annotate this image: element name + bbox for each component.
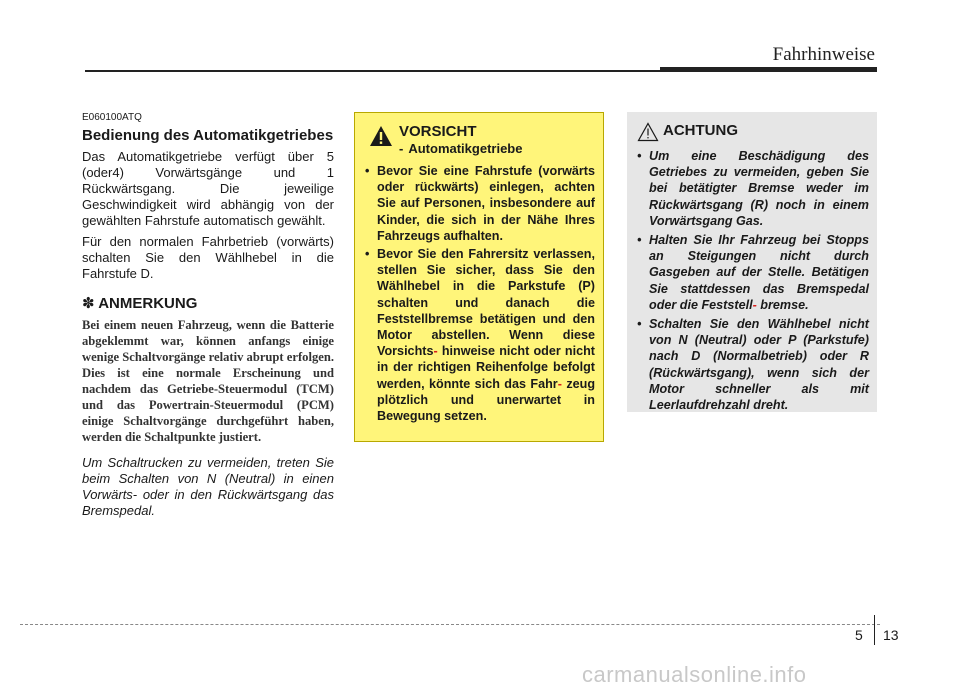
- attention-list: [637, 148, 869, 413]
- caution-item2-part3: zeug plötzlich und unerwartet in Bewegung setzen.: [377, 376, 596, 424]
- note-text: Bei einem neuen Fahrzeug, wenn die Batterie abgeklemmt war, können anfangs einige wenige Schaltvorgänge relativ abrupt erfolgen. Dies ist eine normale Erscheinung und nachdem das Getriebe-Steuermodul (TCM) und das Powertrain-Steuermodul (PCM) einige Schaltvorgänge durchgeführt haben, werden die Schaltpunkte justiert.: [82, 318, 334, 444]
- header-rule-thin: [85, 70, 660, 72]
- attention-title: ACHTUNG: [663, 122, 738, 139]
- page-header-title: Fahrhinweise: [772, 44, 875, 65]
- attention-box: [627, 112, 877, 412]
- caution-subtitle-row: [399, 141, 522, 157]
- list-item: • Schalten Sie den Wählhebel nicht von N (Neutral) oder P (Parkstufe) nach D (Normalbetrieb) oder R (Rückwärtsgang), wenn sich der Motor schneller als mit Leerlaufdrehzahl dreht.: [637, 316, 869, 413]
- caution-box: [354, 112, 604, 442]
- watermark: carmanualsonline.info: [582, 662, 807, 687]
- left-column: [82, 112, 334, 519]
- list-item: [365, 246, 595, 424]
- note-heading: [82, 294, 334, 312]
- hyphen-mark: -: [752, 297, 757, 312]
- note-star-icon: ✽: [82, 295, 95, 312]
- body-paragraph-2: Für den normalen Fahrbetrieb (vorwärts) schalten Sie den Wählhebel in die Fahrstufe D.: [82, 234, 334, 281]
- list-item: [637, 232, 869, 313]
- list-item: • Um eine Beschädigung des Getriebes zu vermeiden, geben Sie bei betätigter Bremse weder im Rückwärtsgang (R) noch in einem Vorwärtsgang Gas.: [637, 148, 869, 229]
- attention-item2-part1: Halten Sie Ihr Fahrzeug bei Stopps an Steigungen nicht durch Gasgeben auf der Stelle. Betätigen Sie stattdessen das Bremspedal oder die Feststell: [649, 233, 869, 312]
- body-paragraph-1: Das Automatikgetriebe verfügt über 5 (oder4) Vorwärtsgänge und 1 Rückwärtsgang. Die jeweilige Geschwindigkeit wird abhängig von der gewählten Fahrstufe automatisch gewählt.: [82, 149, 334, 228]
- caution-heading: [399, 123, 522, 157]
- chapter-number: 5: [855, 627, 863, 643]
- caution-header: [365, 123, 595, 157]
- caution-title: VORSICHT: [399, 123, 477, 140]
- caution-item2-part2: hinweise nicht oder nicht in der richtigen Reihenfolge befolgt werden, könnte sich das Fahr: [377, 344, 595, 391]
- hyphen-mark: -: [557, 376, 562, 391]
- caution-item2-part1: Bevor Sie den Fahrersitz verlassen, stellen Sie sicher, dass Sie den Wählhebel in die Parkstufe (P) schalten und danach die Feststellbremse betätigen und den Motor abstellen. Wenn diese Vorsichts: [377, 247, 595, 359]
- hyphen-mark: -: [433, 344, 438, 359]
- italic-note: Um Schaltrucken zu vermeiden, treten Sie beim Schalten von N (Neutral) in einen Vorwärts- oder in den Rückwärtsgang das Bremspedal.: [82, 455, 334, 518]
- attention-item2-part2: bremse.: [760, 297, 809, 312]
- caution-dash: -: [399, 141, 404, 156]
- attention-header: [637, 122, 869, 142]
- note-heading-label: ANMERKUNG: [98, 295, 198, 312]
- warning-outline-icon: [637, 122, 659, 142]
- page-separator: [874, 615, 875, 645]
- warning-triangle-icon: [369, 125, 393, 147]
- caution-subtitle: Automatikgetriebe: [408, 141, 523, 156]
- footer-rule: [20, 624, 880, 626]
- section-title: Bedienung des Automatikgetriebes: [82, 127, 334, 144]
- section-code: E060100ATQ: [82, 112, 142, 123]
- page-number: 13: [883, 627, 899, 643]
- caution-list: [365, 163, 595, 424]
- header-rule-thick: [660, 67, 877, 72]
- list-item: • Bevor Sie eine Fahrstufe (vorwärts oder rückwärts) einlegen, achten Sie auf Personen, insbesondere auf Kinder, die sich in der Nähe Ihres Fahrzeugs aufhalten.: [365, 163, 595, 244]
